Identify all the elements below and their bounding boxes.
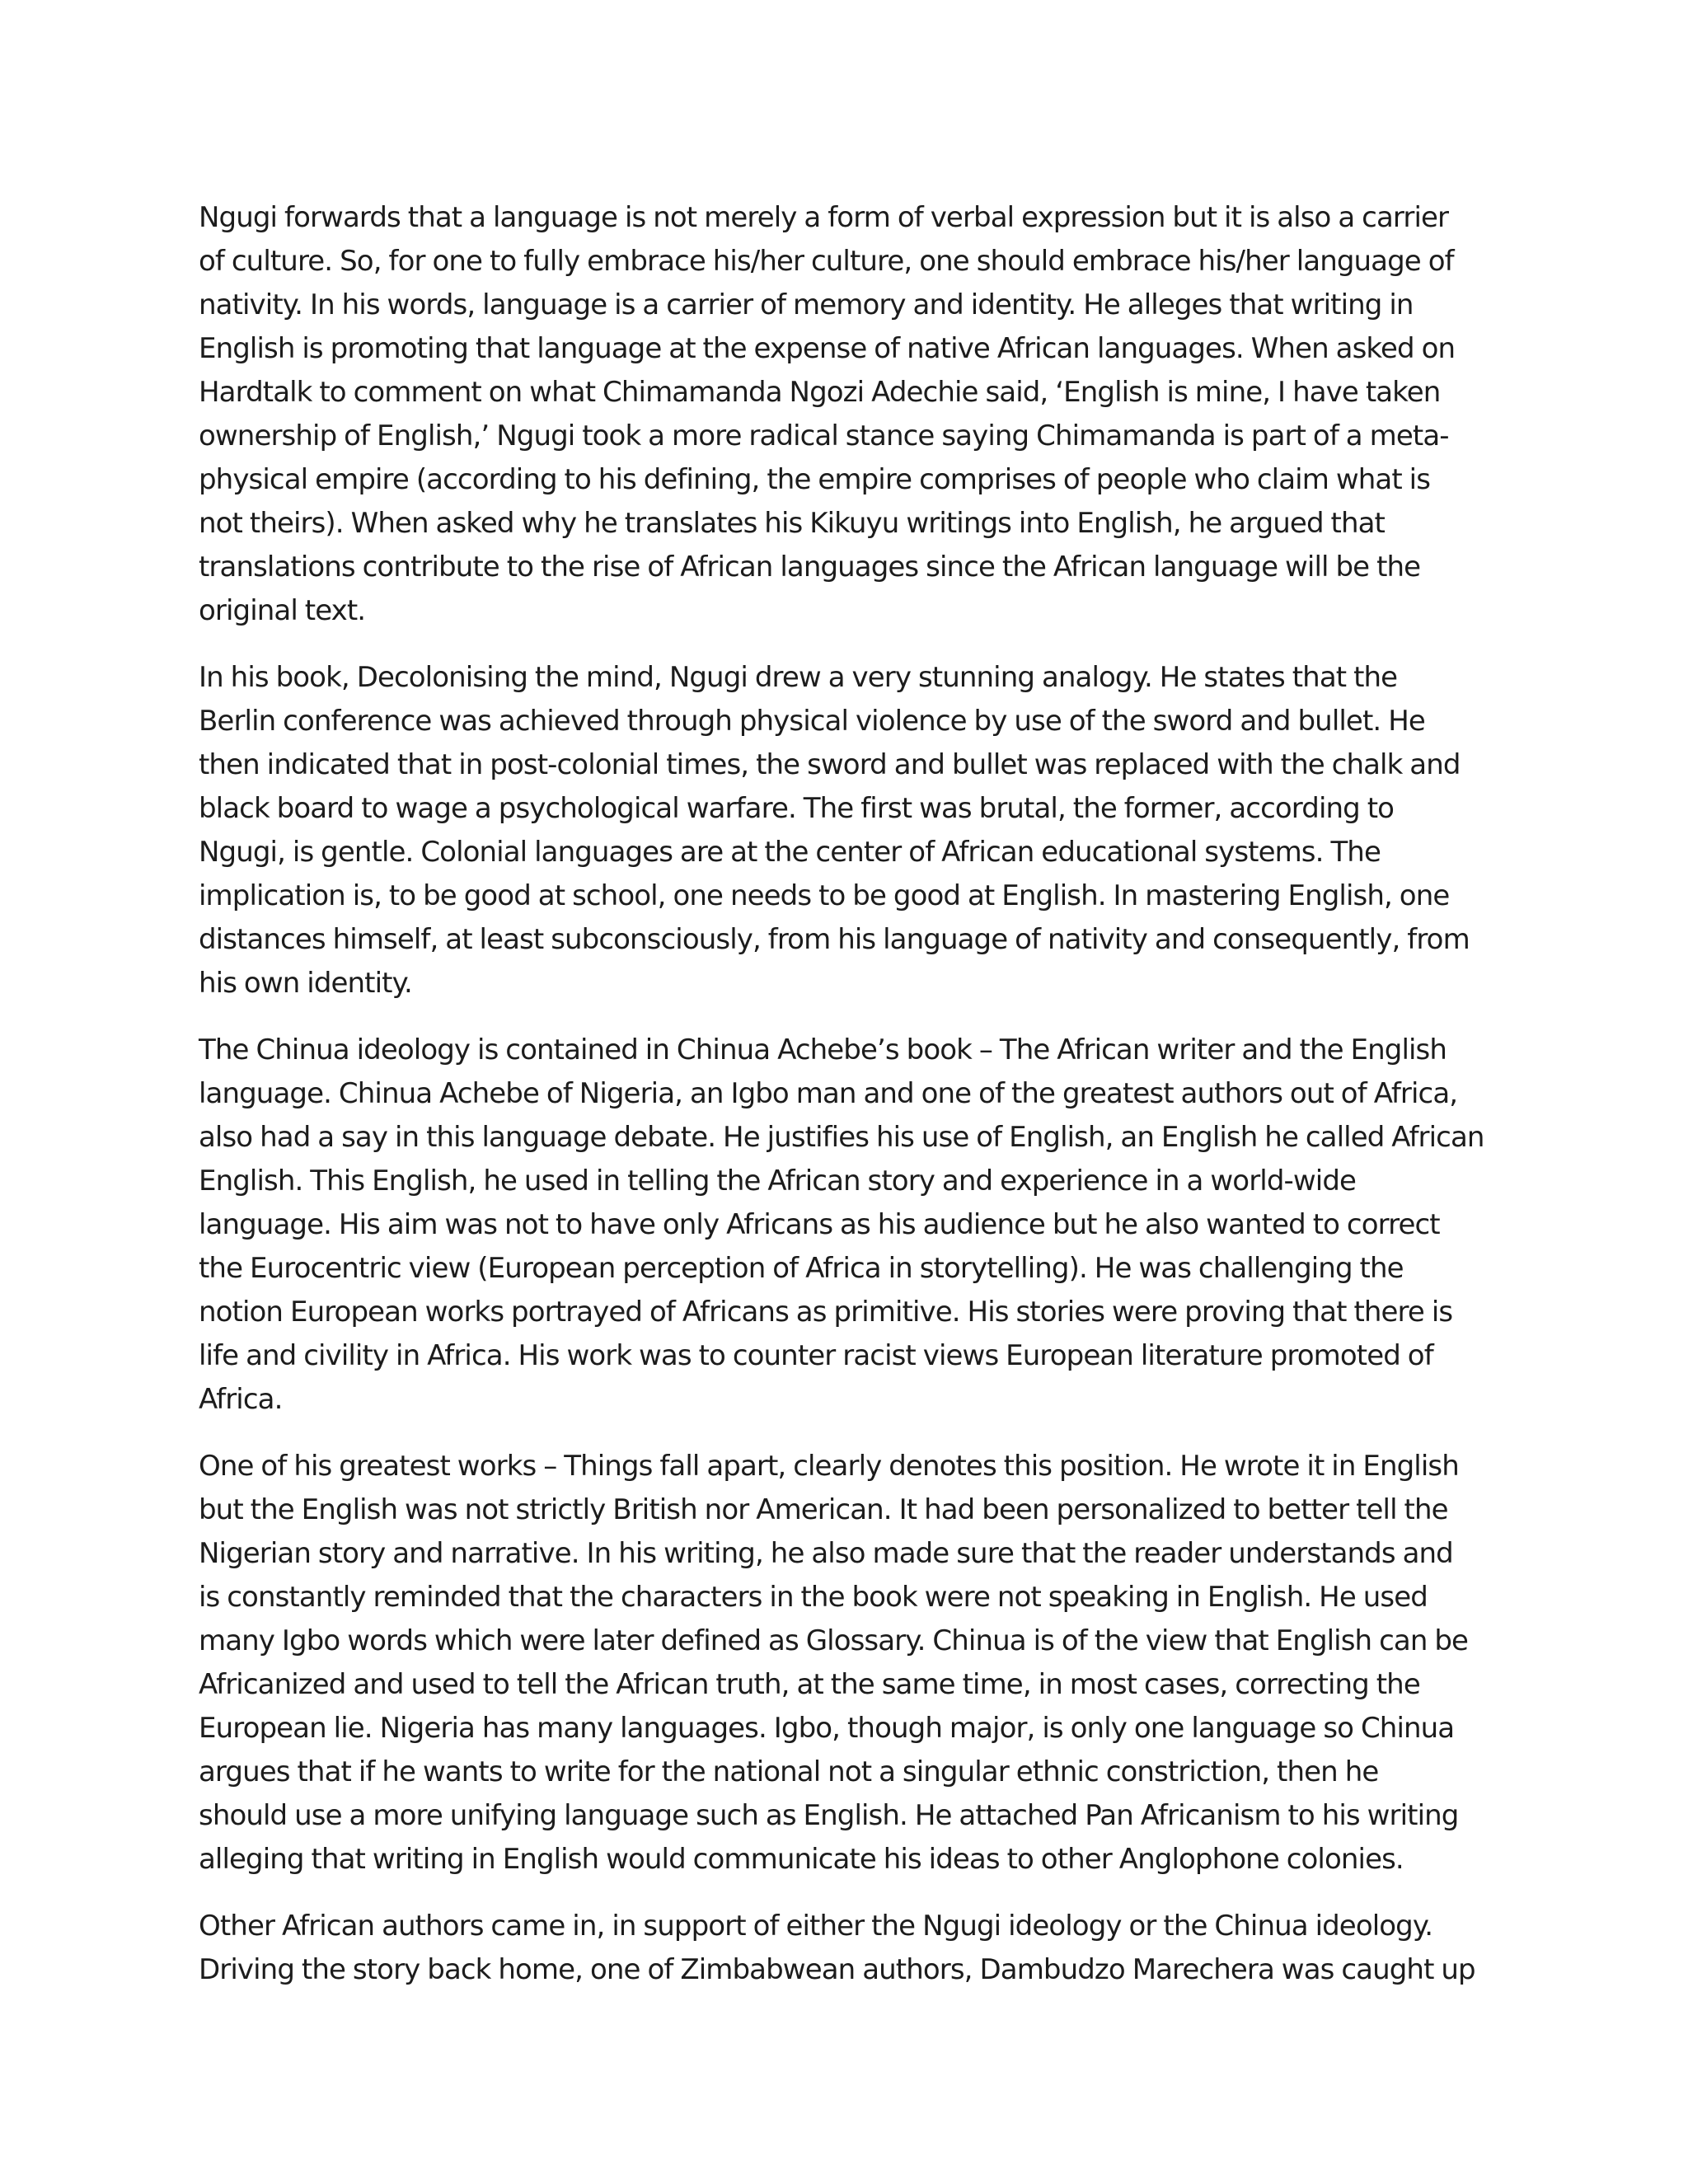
- text-line: translations contribute to the rise of African languages since the African language will be the: [199, 551, 1421, 583]
- text-line: life and civility in Africa. His work was to counter racist views European literature promoted of: [199, 1339, 1433, 1372]
- text-line: English is promoting that language at the expense of native African languages. When asked on: [199, 332, 1456, 365]
- paragraph: [199, 1445, 1501, 1882]
- text-line: Ngugi, is gentle. Colonial languages are at the center of African educational systems. The: [199, 836, 1381, 869]
- text-line: The Chinua ideology is contained in Chinua Achebe’s book – The African writer and the English: [199, 1033, 1447, 1066]
- text-line: In his book, Decolonising the mind, Ngugi drew a very stunning analogy. He states that the: [199, 661, 1398, 694]
- text-line: Africa.: [199, 1383, 283, 1416]
- text-line: many Igbo words which were later defined as Glossary. Chinua is of the view that English can be: [199, 1624, 1469, 1657]
- text-line: is constantly reminded that the characters in the book were not speaking in English. He used: [199, 1581, 1428, 1614]
- paragraph: [199, 1029, 1501, 1422]
- text-line: implication is, to be good at school, one needs to be good at English. In mastering English, one: [199, 879, 1450, 912]
- text-line: the Eurocentric view (European perception of Africa in storytelling). He was challenging the: [199, 1252, 1404, 1285]
- text-line: Hardtalk to comment on what Chimamanda Ngozi Adechie said, ‘English is mine, I have taken: [199, 376, 1441, 409]
- text-line: language. Chinua Achebe of Nigeria, an Igbo man and one of the greatest authors out of Africa,: [199, 1077, 1458, 1110]
- text-line: Ngugi forwards that a language is not merely a form of verbal expression but it is also a carrier: [199, 201, 1449, 234]
- paragraph: [199, 196, 1501, 633]
- text-line: original text.: [199, 594, 366, 627]
- text-line: physical empire (according to his defining, the empire comprises of people who claim what is: [199, 463, 1431, 496]
- text-line: language. His aim was not to have only Africans as his audience but he also wanted to correct: [199, 1208, 1440, 1241]
- text-line: Other African authors came in, in support of either the Ngugi ideology or the Chinua ideology.: [199, 1910, 1433, 1943]
- text-line: then indicated that in post-colonial times, the sword and bullet was replaced with the chalk and: [199, 748, 1461, 781]
- text-line: should use a more unifying language such as English. He attached Pan Africanism to his writing: [199, 1799, 1459, 1832]
- text-line: of culture. So, for one to fully embrace his/her culture, one should embrace his/her language of: [199, 245, 1454, 278]
- paragraph: [199, 1905, 1501, 1992]
- text-line: distances himself, at least subconsciously, from his language of nativity and consequently, from: [199, 923, 1470, 956]
- document-page: [199, 196, 1501, 2015]
- text-line: European lie. Nigeria has many languages. Igbo, though major, is only one language so Chinua: [199, 1712, 1455, 1745]
- paragraph: [199, 656, 1501, 1005]
- text-line: alleging that writing in English would communicate his ideas to other Anglophone colonies.: [199, 1843, 1404, 1876]
- text-line: also had a say in this language debate. He justifies his use of English, an English he called African: [199, 1121, 1484, 1154]
- text-line: Driving the story back home, one of Zimbabwean authors, Dambudzo Marechera was caught up: [199, 1953, 1475, 1986]
- text-line: Nigerian story and narrative. In his writing, he also made sure that the reader understands and: [199, 1537, 1453, 1570]
- text-line: One of his greatest works – Things fall apart, clearly denotes this position. He wrote it in English: [199, 1450, 1459, 1483]
- text-line: nativity. In his words, language is a carrier of memory and identity. He alleges that writing in: [199, 288, 1414, 321]
- text-line: English. This English, he used in telling the African story and experience in a world-wide: [199, 1165, 1357, 1197]
- text-line: black board to wage a psychological warfare. The first was brutal, the former, according to: [199, 792, 1395, 825]
- text-line: but the English was not strictly British nor American. It had been personalized to better tell the: [199, 1493, 1448, 1526]
- text-line: notion European works portrayed of Africans as primitive. His stories were proving that there is: [199, 1296, 1453, 1329]
- text-line: not theirs). When asked why he translates his Kikuyu writings into English, he argued that: [199, 507, 1385, 540]
- text-line: argues that if he wants to write for the national not a singular ethnic constriction, then he: [199, 1755, 1379, 1788]
- text-line: his own identity.: [199, 967, 412, 1000]
- text-line: ownership of English,’ Ngugi took a more radical stance saying Chimamanda is part of a meta-: [199, 419, 1449, 452]
- text-line: Berlin conference was achieved through physical violence by use of the sword and bullet. He: [199, 705, 1425, 738]
- text-line: Africanized and used to tell the African truth, at the same time, in most cases, correcting the: [199, 1668, 1420, 1701]
